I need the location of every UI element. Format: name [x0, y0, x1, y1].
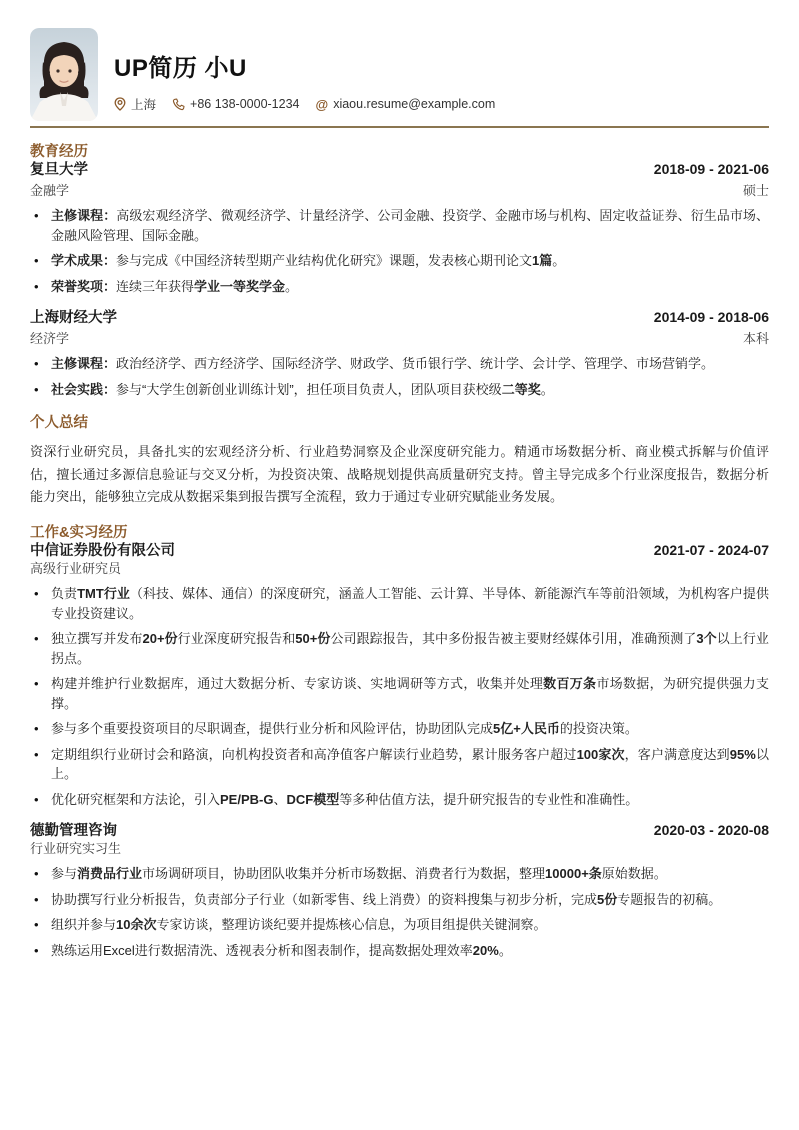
entry-subtitle: 金融学: [30, 182, 70, 198]
bullet-text: 主修课程：政治经济学、西方经济学、国际经济学、财政学、货币银行学、统计学、会计学、管理学、市场营销学。: [51, 356, 715, 372]
bullet-text: 参与消费品行业市场调研项目，协助团队收集并分析市场数据、消费者行为数据，整理10000+条原始数据。: [51, 866, 667, 882]
bullet-item: [30, 790, 769, 810]
entry-date: 2021-07 - 2024-07: [653, 542, 769, 559]
entry-subheader: [30, 328, 769, 348]
avatar: [30, 28, 98, 121]
bullet-marker: •: [34, 721, 39, 737]
bullet-text: 定期组织行业研讨会和路演，向机构投资者和高净值客户解读行业趋势，累计服务客户超过100家次，客户满意度达到95%以上。: [51, 746, 769, 782]
bullet-content: [51, 719, 769, 739]
entry-name: 复旦大学: [30, 162, 88, 179]
contact-email: [316, 97, 496, 112]
header-divider: [30, 126, 769, 128]
bullet-marker: •: [34, 891, 39, 907]
bullet-text: 主修课程：高级宏观经济学、微观经济学、计量经济学、公司金融、投资学、金融市场与机构、固定收益证券、衍生品市场、金融风险管理、国际金融。: [51, 208, 769, 243]
bullet-item: [30, 745, 769, 784]
bullet-text: 协助撰写行业分析报告，负责部分子行业（如新零售、线上消费）的资料搜集与初步分析，完成5份专题报告的初稿。: [51, 891, 722, 907]
header-info: [114, 28, 495, 113]
section-title-summary: 个人总结: [30, 415, 88, 432]
bullet-list: [30, 584, 769, 809]
bullet-marker: •: [34, 586, 39, 602]
bullet-content: [51, 380, 769, 400]
bullet-item: [30, 674, 769, 713]
entry: [30, 309, 769, 399]
entry-degree: 本科: [742, 330, 769, 346]
entry-header: [30, 542, 769, 560]
entry-subheader: [30, 561, 769, 578]
bullet-marker: •: [34, 866, 39, 882]
entry-name: 上海财经大学: [30, 310, 117, 327]
bullet-content: [51, 915, 769, 935]
name: UP简历 小U: [114, 55, 247, 82]
bullet-content: [51, 277, 769, 297]
bullet-text: 构建并维护行业数据库，通过大数据分析、专家访谈、实地调研等方式，收集并处理数百万条市场数据，为研究提供强力支撑。: [51, 676, 769, 711]
bullet-marker: •: [34, 381, 39, 397]
section-work: [30, 525, 769, 960]
bullet-item: [30, 719, 769, 739]
section-summary: [30, 415, 769, 509]
entry: [30, 161, 769, 296]
entry-subheader: [30, 841, 769, 858]
bullet-content: [51, 584, 769, 623]
entry-name: 德勤管理咨询: [30, 823, 117, 840]
entry: [30, 822, 769, 960]
contact-location-text: 上海: [131, 98, 157, 112]
bullet-list: [30, 354, 769, 399]
bullet-marker: •: [34, 917, 39, 933]
section-education: [30, 144, 769, 399]
bullet-text: 组织并参与10余次专家访谈，整理访谈纪要并提炼核心信息，为项目组提供关键洞察。: [51, 917, 547, 933]
bullet-item: [30, 251, 769, 271]
entry-subtitle: 行业研究实习生: [30, 840, 122, 856]
bullet-item: [30, 277, 769, 297]
entry-name: 中信证券股份有限公司: [30, 543, 175, 560]
bullet-marker: •: [34, 253, 39, 269]
bullet-text: 荣誉奖项：连续三年获得学业一等奖学金。: [51, 278, 299, 294]
bullet-text: 独立撰写并发布20+份行业深度研究报告和50+份公司跟踪报告，其中多份报告被主要财经媒体引用，准确预测了3个以上行业拐点。: [51, 631, 769, 666]
entry-header: [30, 822, 769, 840]
bullet-content: [51, 251, 769, 271]
bullet-marker: •: [34, 942, 39, 958]
bullet-text: 社会实践：参与“大学生创新创业训练计划”，担任项目负责人，团队项目获校级二等奖。: [51, 381, 554, 397]
summary-text: 资深行业研究员，具备扎实的宏观经济分析、行业趋势洞察及企业深度研究能力。精通市场数据分析、商业模式拆解与价值评估，擅长通过多源信息验证与交叉分析，为投资决策、战略规划提供高质量研究支持。曾主导完成多个行业深度报告，数据分析能力突出，能够独立完成从数据采集到报告撰写全流程，致力于通过专业研究赋能业务发展。: [30, 443, 769, 505]
entry-date: 2020-03 - 2020-08: [653, 822, 769, 839]
entry-header: [30, 309, 769, 327]
bullet-content: [51, 674, 769, 713]
bullet-item: [30, 864, 769, 884]
contact-location: [114, 95, 156, 113]
bullet-content: [51, 790, 769, 810]
bullet-marker: •: [34, 746, 39, 762]
section-title-work: 工作&实习经历: [30, 525, 128, 542]
bullet-content: [51, 745, 769, 784]
bullet-content: [51, 206, 769, 245]
bullet-content: [51, 354, 769, 374]
entry-degree: 硕士: [742, 182, 769, 198]
bullet-item: [30, 354, 769, 374]
entry-subtitle: 经济学: [30, 330, 70, 346]
bullet-item: [30, 890, 769, 910]
resume-body: [30, 144, 769, 960]
location-pin-icon: [114, 97, 126, 111]
entry-subheader: [30, 180, 769, 200]
bullet-marker: •: [34, 791, 39, 807]
phone-icon: [172, 98, 185, 111]
bullet-list: [30, 864, 769, 960]
entry-subtitle: 高级行业研究员: [30, 560, 122, 576]
bullet-text: 熟练运用Excel进行数据清洗、透视表分析和图表制作，提高数据处理效率20%。: [51, 942, 512, 958]
at-email-icon: @: [315, 96, 329, 112]
bullet-list: [30, 206, 769, 296]
bullet-content: [51, 941, 769, 961]
avatar-photo: [30, 28, 98, 121]
entry-header: [30, 161, 769, 179]
bullet-text: 学术成果：参与完成《中国经济转型期产业结构优化研究》课题，发表核心期刊论文1篇。: [51, 253, 566, 269]
entry-date: 2018-09 - 2021-06: [653, 161, 769, 178]
bullet-item: [30, 584, 769, 623]
bullet-marker: •: [34, 631, 39, 647]
contact-email-text: xiaou.resume@example.com: [333, 97, 496, 111]
bullet-marker: •: [34, 278, 39, 294]
bullet-content: [51, 864, 769, 884]
entry: [30, 542, 769, 809]
contact-phone-text: +86 138-0000-1234: [190, 97, 300, 111]
bullet-text: 优化研究框架和方法论，引入PE/PB-G、DCF模型等多种估值方法，提升研究报告的专业性和准确性。: [51, 791, 639, 807]
header: [30, 0, 769, 121]
bullet-marker: •: [34, 208, 39, 224]
contact-phone: [172, 97, 299, 111]
bullet-text: 负责TMT行业（科技、媒体、通信）的深度研究，涵盖人工智能、云计算、半导体、新能源汽车等前沿领域，为机构客户提供专业投资建议。: [51, 586, 769, 621]
bullet-content: [51, 890, 769, 910]
bullet-content: [51, 629, 769, 668]
bullet-text: 参与多个重要投资项目的尽职调查，提供行业分析和风险评估，协助团队完成5亿+人民币的投资决策。: [51, 721, 638, 737]
entry-date: 2014-09 - 2018-06: [653, 309, 769, 326]
bullet-marker: •: [34, 356, 39, 372]
bullet-item: [30, 941, 769, 961]
bullet-item: [30, 206, 769, 245]
bullet-item: [30, 629, 769, 668]
bullet-item: [30, 915, 769, 935]
bullet-marker: •: [34, 676, 39, 692]
contact-row: [114, 95, 495, 113]
bullet-item: [30, 380, 769, 400]
section-title-education: 教育经历: [30, 144, 88, 160]
